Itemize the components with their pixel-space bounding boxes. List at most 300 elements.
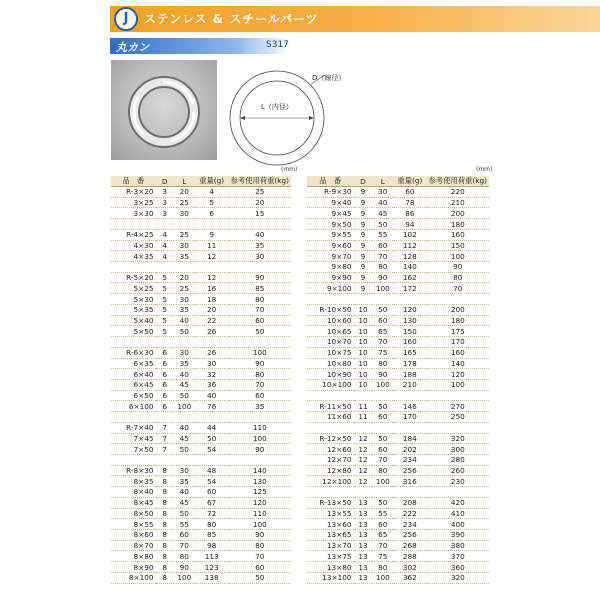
page-header (0, 0, 600, 46)
table-row (307, 358, 489, 369)
cell-d: 10 (354, 337, 373, 348)
cell-part-number: 7×45 (111, 433, 156, 444)
cell-weight: 130 (393, 315, 427, 326)
cell-l: 40 (174, 487, 195, 498)
cell-load: 80 (229, 540, 291, 551)
cell-part-number: 5×50 (111, 326, 156, 337)
cell-part-number: 8×80 (111, 551, 156, 562)
cell-load: 140 (427, 358, 489, 369)
cell-d: 13 (354, 508, 373, 519)
cell-d: 6 (156, 390, 174, 401)
cell-l: 70 (372, 540, 393, 551)
table-row (307, 562, 489, 573)
table-row (111, 530, 291, 541)
cell-part-number: R-12×50 (307, 433, 354, 444)
cell-d: 9 (354, 187, 373, 198)
cell-part-number: 5×30 (111, 294, 156, 305)
cell-d: 9 (354, 283, 373, 294)
cell-part-number: 8×50 (111, 508, 156, 519)
cell-load: 90 (427, 262, 489, 273)
cell-load: 410 (427, 508, 489, 519)
cell-weight (195, 337, 229, 348)
cell-load: 400 (427, 519, 489, 530)
cell-l: 65 (372, 326, 393, 337)
cell-load: 110 (229, 508, 291, 519)
cell-part-number: R-6×30 (111, 347, 156, 358)
cell-l: 30 (174, 465, 195, 476)
cell-load: 80 (229, 294, 291, 305)
cell-part-number: 8×90 (111, 562, 156, 573)
table-row (307, 497, 489, 508)
cell-load: 60 (229, 315, 291, 326)
table-row (111, 454, 291, 465)
cell-part-number: 6×45 (111, 379, 156, 390)
cell-part-number: 4×35 (111, 251, 156, 262)
table-row (111, 187, 291, 198)
cell-l: 100 (372, 283, 393, 294)
table-row (111, 197, 291, 208)
cell-l: 30 (174, 294, 195, 305)
cell-d: 12 (354, 465, 373, 476)
cell-d: 6 (156, 369, 174, 380)
cell-part-number (111, 262, 156, 273)
cell-part-number (307, 487, 354, 498)
table-row (111, 229, 291, 240)
cell-l: 90 (174, 562, 195, 573)
col-header-load: 参考使用荷重(kg) (229, 176, 291, 187)
cell-l: 50 (372, 304, 393, 315)
cell-load: 90 (229, 530, 291, 541)
cell-load: 370 (427, 551, 489, 562)
cell-load: 320 (427, 433, 489, 444)
cell-l: 70 (372, 337, 393, 348)
cell-part-number: 9×80 (307, 262, 354, 273)
cell-load: 100 (427, 379, 489, 390)
cell-l: 30 (174, 240, 195, 251)
table-row (111, 444, 291, 455)
table-row (111, 304, 291, 315)
product-name: 丸カン (116, 41, 149, 54)
cell-load (229, 337, 291, 348)
cell-weight: 140 (393, 262, 427, 273)
table-row (111, 208, 291, 219)
cell-weight (393, 390, 427, 401)
cell-load: 20 (229, 197, 291, 208)
cell-weight: 94 (393, 219, 427, 230)
cell-d: 9 (354, 229, 373, 240)
cell-d (354, 294, 373, 305)
inner-diameter-label: L（内径） (261, 103, 293, 111)
cell-d: 10 (354, 315, 373, 326)
cell-load: 35 (229, 240, 291, 251)
cell-l (372, 294, 393, 305)
cell-load: 200 (427, 208, 489, 219)
table-row (307, 347, 489, 358)
cell-part-number: 13×70 (307, 540, 354, 551)
cell-l: 65 (372, 530, 393, 541)
table-header-row (111, 176, 291, 187)
cell-part-number: 8×70 (111, 540, 156, 551)
col-header-weight: 重量(g) (393, 176, 427, 187)
cell-l: 60 (174, 530, 195, 541)
cell-load: 70 (229, 551, 291, 562)
cell-d (354, 390, 373, 401)
cell-load: 260 (427, 465, 489, 476)
cell-weight: 85 (195, 530, 229, 541)
cell-load: 150 (427, 240, 489, 251)
cell-l (372, 422, 393, 433)
table-row (111, 422, 291, 433)
cell-weight: 4 (195, 187, 229, 198)
table-row (307, 337, 489, 348)
cell-d (156, 337, 174, 348)
cell-weight: 234 (393, 454, 427, 465)
table-row (307, 422, 489, 433)
cell-weight: 256 (393, 530, 427, 541)
cell-load: 15 (229, 208, 291, 219)
table-row (111, 519, 291, 530)
cell-l: 75 (372, 551, 393, 562)
cell-load: 50 (229, 326, 291, 337)
page-title: ステンレス & スチールパーツ (144, 12, 319, 26)
cell-part-number: R-10×50 (307, 304, 354, 315)
cell-l: 30 (372, 187, 393, 198)
cell-weight: 22 (195, 315, 229, 326)
table-row (307, 454, 489, 465)
table-row (111, 337, 291, 348)
cell-d: 12 (354, 476, 373, 487)
cell-load: 140 (229, 465, 291, 476)
cell-load: 130 (229, 476, 291, 487)
table-row (111, 540, 291, 551)
cell-d: 4 (156, 229, 174, 240)
cell-part-number: 13×60 (307, 519, 354, 530)
cell-weight: 11 (195, 240, 229, 251)
unit-label-right: (mm) (476, 166, 493, 173)
cell-l: 55 (372, 508, 393, 519)
cell-load: 70 (229, 304, 291, 315)
cell-l: 50 (174, 508, 195, 519)
table-row (111, 219, 291, 230)
table-row (307, 412, 489, 423)
table-row (111, 572, 291, 583)
cell-d: 12 (354, 454, 373, 465)
cell-l: 100 (372, 379, 393, 390)
diameter-label: D（線径） (312, 74, 346, 82)
table-row (111, 347, 291, 358)
cell-weight: 40 (195, 390, 229, 401)
cell-d: 12 (354, 444, 373, 455)
cell-d (354, 422, 373, 433)
table-row (307, 530, 489, 541)
cell-weight: 113 (195, 551, 229, 562)
cell-d: 4 (156, 251, 174, 262)
col-header-d: D (354, 176, 373, 187)
cell-load: 60 (229, 562, 291, 573)
cell-load (229, 412, 291, 423)
cell-d: 10 (354, 358, 373, 369)
cell-l: 60 (372, 240, 393, 251)
cell-part-number: 13×80 (307, 562, 354, 573)
table-row (307, 272, 489, 283)
cell-weight: 20 (195, 304, 229, 315)
table-row (307, 444, 489, 455)
cell-part-number: 8×100 (111, 572, 156, 583)
cell-part-number: 5×25 (111, 283, 156, 294)
table-row (307, 208, 489, 219)
cell-d: 5 (156, 315, 174, 326)
col-header-weight: 重量(g) (195, 176, 229, 187)
table-row (307, 465, 489, 476)
cell-weight: 18 (195, 294, 229, 305)
cell-weight: 50 (195, 433, 229, 444)
cell-l: 45 (372, 208, 393, 219)
cell-d: 8 (156, 508, 174, 519)
cell-weight: 234 (393, 519, 427, 530)
cell-l: 45 (174, 433, 195, 444)
cell-l: 40 (174, 315, 195, 326)
cell-weight: 146 (393, 401, 427, 412)
cell-d: 10 (354, 326, 373, 337)
cell-part-number: 6×35 (111, 358, 156, 369)
col-header-l: L (174, 176, 195, 187)
cell-load: 80 (229, 369, 291, 380)
table-row (307, 487, 489, 498)
cell-l: 70 (174, 540, 195, 551)
table-row (307, 369, 489, 380)
cell-load: 80 (427, 272, 489, 283)
cell-part-number: 12×60 (307, 444, 354, 455)
cell-weight (195, 262, 229, 273)
cell-load: 100 (427, 251, 489, 262)
col-header-l: L (372, 176, 393, 187)
cell-load: 160 (427, 229, 489, 240)
cell-weight: 210 (393, 379, 427, 390)
cell-l (174, 412, 195, 423)
cell-weight: 16 (195, 283, 229, 294)
cell-part-number (111, 337, 156, 348)
cell-load (427, 422, 489, 433)
cell-weight: 44 (195, 422, 229, 433)
cell-load: 250 (427, 412, 489, 423)
cell-part-number (111, 412, 156, 423)
product-photo (111, 60, 217, 160)
cell-part-number: 12×100 (307, 476, 354, 487)
cell-d: 13 (354, 519, 373, 530)
cell-load: 270 (427, 401, 489, 412)
cell-l: 90 (372, 272, 393, 283)
cell-part-number: 9×45 (307, 208, 354, 219)
product-code: S317 (266, 40, 289, 50)
ring-diagram (215, 60, 365, 170)
cell-weight: 98 (195, 540, 229, 551)
col-header-part: 品 番 (307, 176, 354, 187)
cell-part-number: 8×40 (111, 487, 156, 498)
cell-weight: 48 (195, 465, 229, 476)
cell-d (354, 487, 373, 498)
cell-part-number: 9×40 (307, 197, 354, 208)
cell-load: 180 (427, 315, 489, 326)
cell-l: 35 (174, 251, 195, 262)
cell-d: 8 (156, 562, 174, 573)
table-row (111, 240, 291, 251)
cell-d: 7 (156, 444, 174, 455)
cell-weight: 6 (195, 208, 229, 219)
cell-d: 4 (156, 240, 174, 251)
table-row (111, 369, 291, 380)
cell-l: 35 (174, 476, 195, 487)
cell-load: 70 (427, 283, 489, 294)
cell-d: 8 (156, 540, 174, 551)
cell-d (156, 262, 174, 273)
table-row (111, 390, 291, 401)
cell-l: 90 (372, 369, 393, 380)
cell-load: 25 (229, 187, 291, 198)
cell-part-number: R-9×30 (307, 187, 354, 198)
cell-part-number: 10×65 (307, 326, 354, 337)
cell-weight: 36 (195, 379, 229, 390)
cell-l: 55 (174, 519, 195, 530)
unit-label-left: (mm) (281, 166, 298, 173)
cell-weight: 208 (393, 497, 427, 508)
cell-load: 230 (427, 476, 489, 487)
cell-d: 10 (354, 379, 373, 390)
table-row (307, 240, 489, 251)
cell-l: 35 (174, 304, 195, 315)
cell-part-number: 10×80 (307, 358, 354, 369)
cell-l: 50 (174, 390, 195, 401)
table-header-row (307, 176, 489, 187)
cell-d: 11 (354, 412, 373, 423)
cell-weight: 112 (393, 240, 427, 251)
cell-d: 13 (354, 551, 373, 562)
cell-l: 70 (372, 251, 393, 262)
cell-part-number: 9×70 (307, 251, 354, 262)
spec-table-right (307, 176, 489, 584)
table-row (111, 401, 291, 412)
cell-weight: 80 (195, 519, 229, 530)
cell-part-number: R-5×20 (111, 272, 156, 283)
table-row (307, 508, 489, 519)
cell-weight: 160 (393, 337, 427, 348)
table-row (111, 379, 291, 390)
cell-d: 8 (156, 487, 174, 498)
cell-load: 380 (427, 540, 489, 551)
cell-part-number: 6×40 (111, 369, 156, 380)
cell-l: 70 (372, 454, 393, 465)
table-row (307, 519, 489, 530)
table-row (307, 551, 489, 562)
table-row (307, 315, 489, 326)
cell-load: 175 (427, 326, 489, 337)
cell-weight (195, 219, 229, 230)
cell-l (372, 390, 393, 401)
cell-d: 6 (156, 379, 174, 390)
cell-weight: 256 (393, 465, 427, 476)
cell-load: 90 (229, 358, 291, 369)
cell-l: 20 (174, 187, 195, 198)
table-row (307, 433, 489, 444)
cell-l: 80 (372, 262, 393, 273)
cell-d (156, 454, 174, 465)
cell-d: 10 (354, 347, 373, 358)
cell-part-number: R-13×50 (307, 497, 354, 508)
cell-l: 40 (174, 422, 195, 433)
cell-part-number: 12×80 (307, 465, 354, 476)
cell-part-number (307, 422, 354, 433)
cell-d: 9 (354, 240, 373, 251)
cell-weight (393, 487, 427, 498)
cell-load: 60 (229, 390, 291, 401)
cell-part-number: 9×55 (307, 229, 354, 240)
cell-d: 10 (354, 304, 373, 315)
cell-d: 8 (156, 476, 174, 487)
cell-weight: 30 (195, 358, 229, 369)
cell-d: 5 (156, 304, 174, 315)
cell-load (427, 390, 489, 401)
cell-part-number: 10×60 (307, 315, 354, 326)
cell-part-number: 7×50 (111, 444, 156, 455)
cell-d: 8 (156, 530, 174, 541)
cell-weight: 12 (195, 251, 229, 262)
cell-d: 8 (156, 572, 174, 583)
cell-weight: 128 (393, 251, 427, 262)
cell-load: 90 (229, 272, 291, 283)
cell-weight: 12 (195, 272, 229, 283)
cell-weight: 102 (393, 229, 427, 240)
cell-part-number: R-11×50 (307, 401, 354, 412)
cell-l: 40 (372, 197, 393, 208)
cell-l (174, 262, 195, 273)
cell-l: 50 (372, 219, 393, 230)
cell-part-number: 4×30 (111, 240, 156, 251)
cell-d: 9 (354, 197, 373, 208)
cell-weight: 302 (393, 562, 427, 573)
cell-d: 6 (156, 347, 174, 358)
cell-l: 80 (372, 465, 393, 476)
cell-l: 100 (372, 476, 393, 487)
cell-weight: 60 (195, 487, 229, 498)
table-row (307, 390, 489, 401)
cell-l: 100 (174, 572, 195, 583)
cell-d: 5 (156, 294, 174, 305)
cell-d: 9 (354, 219, 373, 230)
cell-weight: 170 (393, 412, 427, 423)
cell-weight: 362 (393, 572, 427, 583)
cell-load: 210 (427, 197, 489, 208)
cell-l: 50 (174, 444, 195, 455)
table-row (307, 540, 489, 551)
col-header-d: D (156, 176, 174, 187)
cell-load: 420 (427, 497, 489, 508)
cell-weight: 72 (195, 508, 229, 519)
cell-weight: 172 (393, 283, 427, 294)
cell-d: 6 (156, 401, 174, 412)
cell-d: 8 (156, 497, 174, 508)
cell-part-number: 11×60 (307, 412, 354, 423)
cell-weight: 26 (195, 326, 229, 337)
table-row (307, 304, 489, 315)
cell-part-number: 10×75 (307, 347, 354, 358)
cell-load: 360 (427, 562, 489, 573)
cell-l: 20 (174, 272, 195, 283)
cell-l: 80 (372, 358, 393, 369)
table-row (307, 251, 489, 262)
cell-part-number: 10×90 (307, 369, 354, 380)
cell-part-number: 8×60 (111, 530, 156, 541)
cell-load: 50 (229, 572, 291, 583)
cell-l: 50 (372, 433, 393, 444)
